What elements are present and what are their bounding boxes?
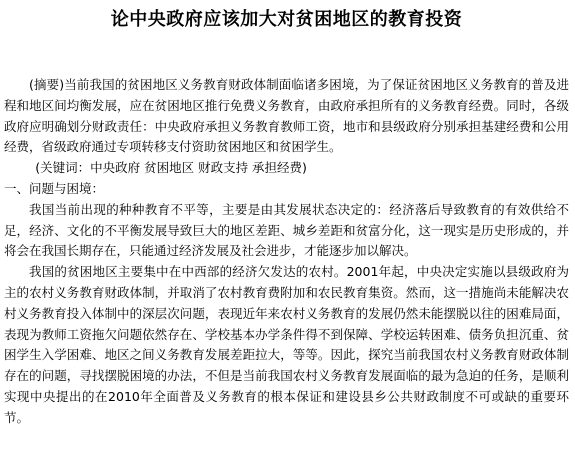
document-title: 论中央政府应该加大对贫困地区的教育投资 [110, 9, 463, 30]
section-heading: 一、问题与困境： [4, 180, 105, 196]
abstract-paragraph: (摘要)当前我国的贫困地区义务教育财政体制面临诸多困境，为了保证贫困地区义务教育的普及进程和地区间均衡发展，应在贫困地区推行免费义务教育，由政府承担所有的义务教育经费。同时，各级政府应明确划分财政责任：中央政府承担义务教育教师工资，地市和县级政府分别承担基建经费和公用经费，省级政府通过专项转移支付资助贫困地区和贫困学生。 [4, 77, 569, 155]
title-spacer [4, 30, 569, 75]
keywords-line: (关键词：中央政府 贫困地区 财政支持 承担经费) [35, 160, 307, 176]
body-paragraph-2: 我国的贫困地区主要集中在中西部的经济欠发达的农村。2001年起，中央决定实施以县级政府为主的农村义务教育财政体制，并取消了农村教育费附加和农民教育集资。然而，这一措施尚未能解决农村义务教育投入体制中的深层次问题，表现近年来农村义务教育的发展仍然未能摆脱以往的困难局面，表现为教师工资拖欠问题依然存在、学校基本办学条件得不到保障、学校运转困难、债务负担沉重、贫困学生入学困难、地区之间义务教育发展差距拉大，等等。因此，探究当前我国农村义务教育财政体制存在的问题，寻找摆脱困境的办法，不但是当前我国农村义务教育发展面临的最为急迫的任务，是顺利实现中央提出的在2010年全面普及义务教育的根本保证和建设县乡公共财政制度不可或缺的重要环节。 [4, 264, 569, 425]
body-paragraph-1: 我国当前出现的种种教育不平等，主要是由其发展状态决定的：经济落后导致教育的有效供给不足，经济、文化的不平衡发展导致巨大的地区差距、城乡差距和贫富分化，这一现实是历史形成的，并将会在我国长期存在，只能通过经济发展及社会进步，才能逐步加以解决。 [4, 201, 569, 259]
